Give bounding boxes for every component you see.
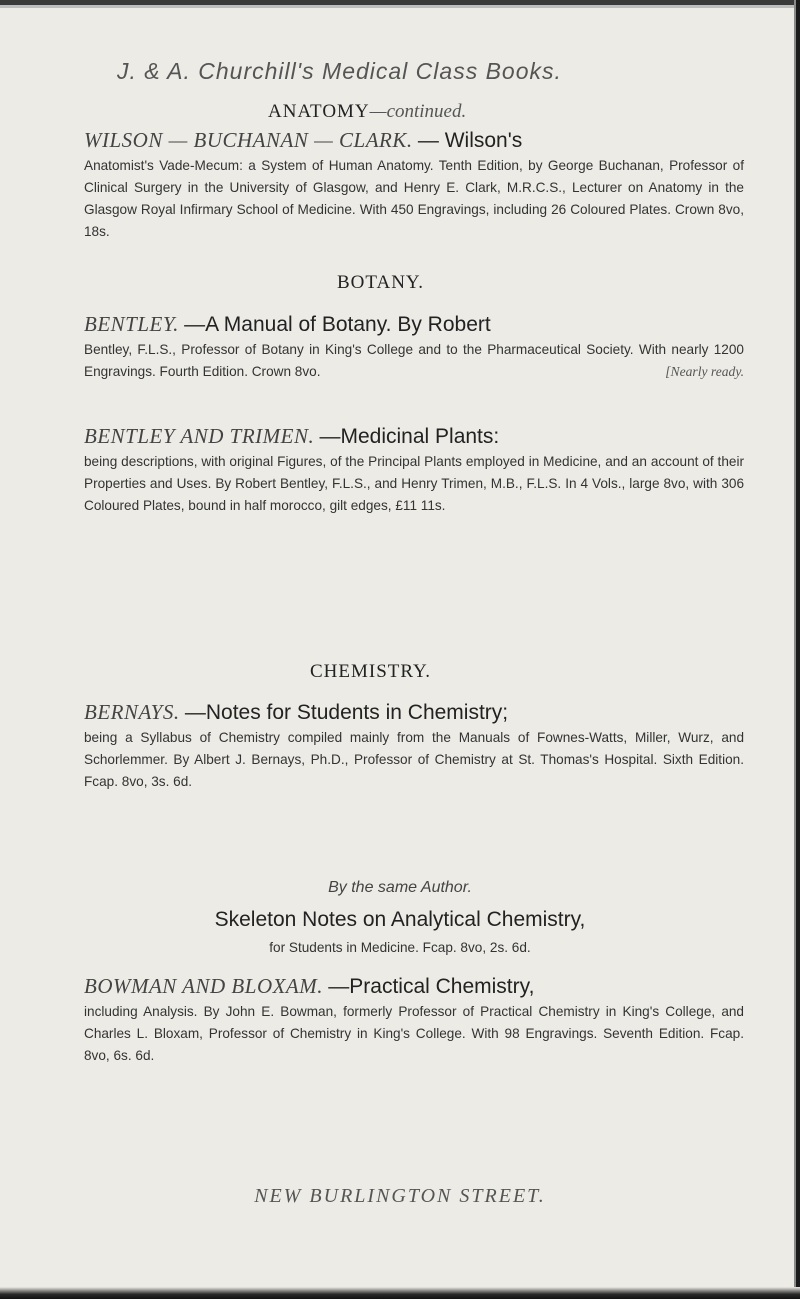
entry-description: Anatomist's Vade-Mecum: a System of Human Anatomy. Tenth Edition, by George Buchanan, Professor of Clinical Surgery in the University of Glasgow, and Henry E. Clark, M.R.C.S., Lecturer on Anatomy in the Glasgow Royal Infirmary School of Medicine. With 450 Engravings, including 26 Coloured Plates. Crown 8vo, 18s. [84,158,744,239]
entry-heading [84,422,744,451]
book-entry-bentley-trimen [84,422,744,517]
entry-heading [84,126,744,155]
entry-description: being descriptions, with original Figures, of the Principal Plants employed in Medicine, and an account of their Properties and Uses. By Robert Bentley, F.L.S., and Henry Trimen, M.B., F.L.S. In 4 Vols., large 8vo, with 306 Coloured Plates, bound in half morocco, gilt edges, £11 11s. [84,454,744,513]
entry-title: —Practical Chemistry, [328,975,535,998]
entry-authors: BOWMAN AND BLOXAM. [84,974,324,998]
entry-title: —Notes for Students in Chemistry; [184,701,509,724]
publication-status: [Nearly ready. [665,364,744,379]
entry-description: including Analysis. By John E. Bowman, formerly Professor of Practical Chemistry in King's College, and Charles L. Bloxam, Professor of Chemistry in King's College. With 98 Engravings. Seventh Edition. Fcap. 8vo, 6s. 6d. [84,1004,744,1063]
entry-authors: BENTLEY. [84,312,179,336]
book-entry-bernays [84,698,744,793]
entry-title: — Wilson's [417,129,523,152]
entry-description: being a Syllabus of Chemistry compiled mainly from the Manuals of Fownes-Watts, Miller, Wurz, and Schorlemmer. By Albert J. Bernays, Ph.D., Professor of Chemistry at St. Thomas's Hospital. Sixth Edition. Fcap. 8vo, 3s. 6d. [84,730,744,789]
book-entry-bentley [84,310,744,383]
page-bottom-edge [0,1287,800,1299]
entry-heading [84,310,744,339]
same-author-byline: By the same Author. [328,879,472,896]
entry-description-text: Bentley, F.L.S., Professor of Botany in King's College and to the Pharmaceutical Society. With nearly 1200 Engravings. Fourth Edition. Crown 8vo. [84,342,744,379]
entry-title: —A Manual of Botany. By Robert [184,313,491,336]
book-entry-wilson [84,126,744,243]
entry-description [84,339,744,383]
section-heading-text: ANATOMY [268,101,370,122]
book-entry-bowman-bloxam [84,972,744,1067]
section-heading-anatomy [268,101,466,123]
same-author-description: for Students in Medicine. Fcap. 8vo, 2s. 6d. [269,940,531,955]
page-footer: NEW BURLINGTON STREET. [254,1185,546,1207]
entry-authors: WILSON — BUCHANAN — CLARK. [84,128,413,152]
section-continued-label: —continued. [369,101,467,122]
same-author-title: Skeleton Notes on Analytical Chemistry, [214,908,586,931]
section-heading-chemistry: CHEMISTRY. [310,661,432,682]
entry-heading [84,972,744,1001]
running-head: J. & A. Churchill's Medical Class Books. [117,58,562,84]
entry-authors: BENTLEY AND TRIMEN. [84,424,315,448]
entry-heading [84,698,744,727]
section-heading-botany: BOTANY. [337,272,424,293]
entry-authors: BERNAYS. [84,700,180,724]
entry-title: —Medicinal Plants: [319,425,500,448]
